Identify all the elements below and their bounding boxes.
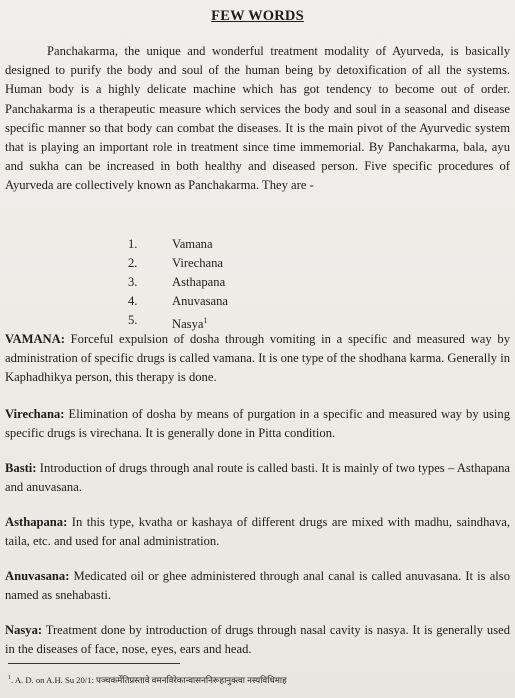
- footnote: [8, 672, 513, 686]
- list-item-name: Asthapana: [172, 275, 226, 289]
- section-text: In this type, kvatha or kashaya of different drugs are mixed with madhu, saindhava, taila, etc. and used for anal administration.: [5, 515, 510, 548]
- section-text: Introduction of drugs through anal route is called basti. It is mainly of two types – Asthapana and anuvasana.: [5, 461, 510, 494]
- section-term: VAMANA:: [5, 332, 65, 346]
- list-item-name: Vamana: [172, 237, 213, 251]
- footnote-reference[interactable]: 1: [203, 316, 208, 325]
- footnote-text: . A. D. on A.H. Su 20/1: पञ्चकर्मेतिप्रस्तावे वमनविरेकान्वासननिरूहानुक्त्वा नस्यविधिमाह: [11, 674, 287, 685]
- list-item: [128, 254, 228, 273]
- section-anuvasana: [5, 567, 510, 605]
- page-title: FEW WORDS: [211, 8, 304, 24]
- section-virechana: [5, 405, 510, 443]
- list-item: [128, 235, 228, 254]
- section-nasya: [5, 621, 510, 659]
- list-item-number: 1.: [128, 237, 138, 251]
- section-term: Anuvasana:: [5, 569, 70, 583]
- procedure-list: [128, 235, 228, 334]
- footnote-mark: 1: [8, 675, 11, 681]
- list-item-name: Anuvasana: [172, 294, 228, 308]
- list-item: [128, 273, 228, 292]
- list-item-number: 2.: [128, 256, 138, 270]
- section-vamana: [5, 330, 510, 387]
- list-item-number: 5.: [128, 313, 138, 327]
- list-item: [128, 292, 228, 311]
- list-item-number: 4.: [128, 294, 138, 308]
- section-term: Basti:: [5, 461, 37, 475]
- section-term: Virechana:: [5, 407, 65, 421]
- section-text: Treatment done by introduction of drugs through nasal cavity is nasya. It is generally used in the diseases of face, nose, eyes, ears and head.: [5, 623, 510, 656]
- list-item-number: 3.: [128, 275, 138, 289]
- intro-paragraph: Panchakarma, the unique and wonderful treatment modality of Ayurveda, is basically designed to purify the body and soul of the human being by detoxification of all the systems. Human body is a highly delicate machine which has got tendency to become out of order. Panchakarma is a therapeutic measure which services the body and soul in a seasonal and disease specific manner so that body can combat the diseases. It is the main pivot of the Ayurvedic system that is playing an important role in treatment since time immemorial. By Panchakarma, bala, ayu and sukha can be increased in both healthy and diseased person. Five specific procedures of Ayurveda are collectively known as Panchakarma. They are -: [5, 44, 510, 193]
- section-term: Nasya:: [5, 623, 43, 637]
- section-basti: [5, 459, 510, 497]
- list-item-name-text: Nasya: [172, 317, 204, 332]
- list-item-name: Virechana: [172, 256, 223, 270]
- section-text: Elimination of dosha by means of purgation in a specific and measured way by using specific drugs is virechana. It is generally done in Pitta condition.: [5, 407, 510, 440]
- section-term: Asthapana:: [5, 515, 68, 529]
- section-asthapana: [5, 513, 510, 551]
- section-text: Medicated oil or ghee administered through anal canal is called anuvasana. It is also named as snehabasti.: [5, 569, 510, 602]
- section-text: Forceful expulsion of dosha through vomiting in a specific and measured way by administration of specific drugs is called vamana. It is one type of the shodhana karma. Generally in Kaphadhikya person, this therapy is done.: [5, 332, 510, 384]
- footnote-divider: [8, 663, 180, 664]
